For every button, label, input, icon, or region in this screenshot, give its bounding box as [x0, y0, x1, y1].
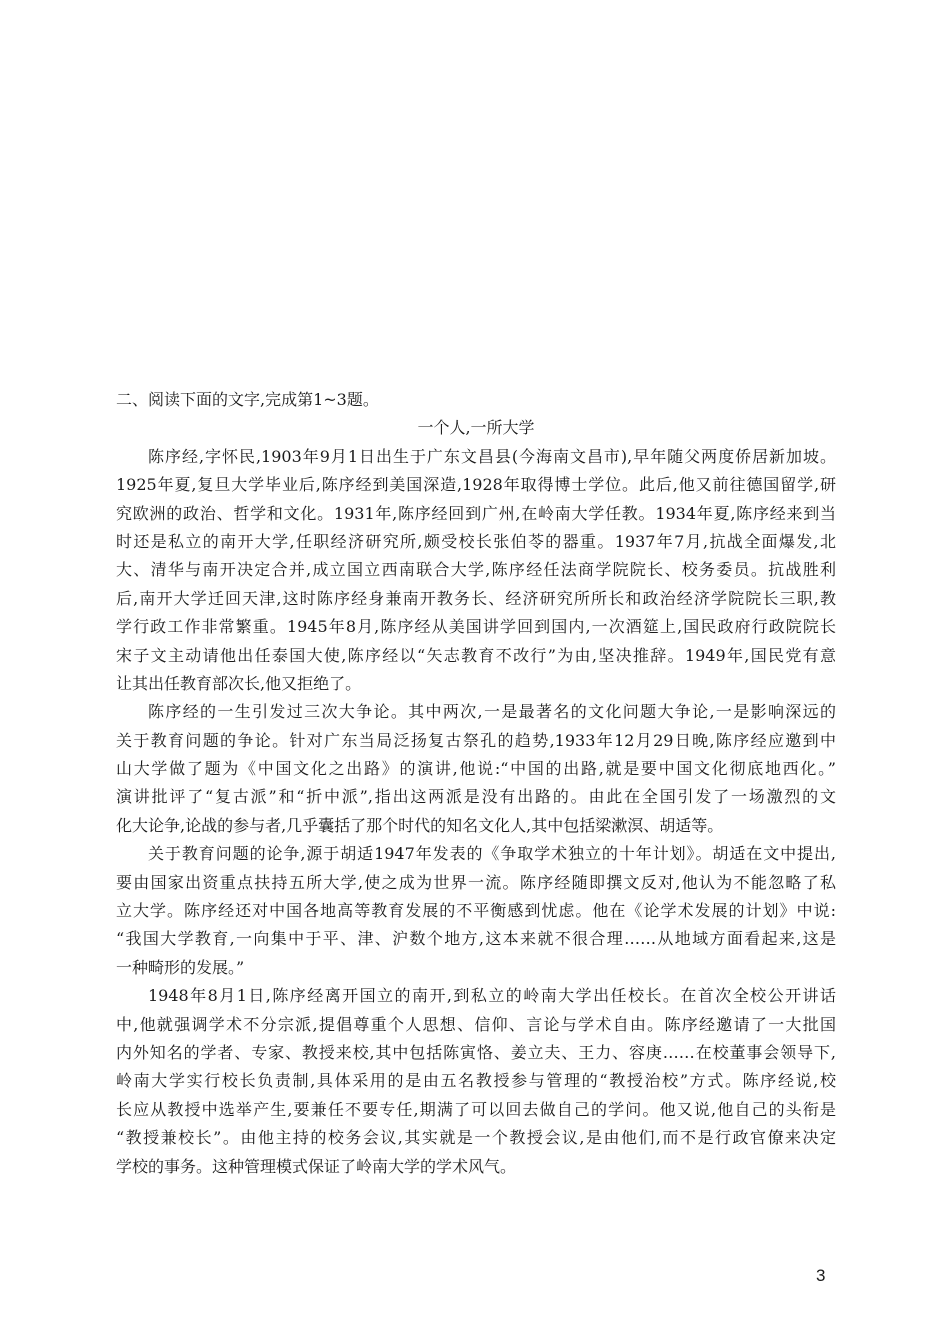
paragraph-2 [116, 698, 836, 840]
text-line: 究欧洲的政治、哲学和文化。1931年,陈序经回到广州,在岭南大学任教。1934年夏,陈序经来到当 [116, 503, 836, 523]
text-line: 要由国家出资重点扶持五所大学,使之成为世界一流。陈序经随即撰文反对,他认为不能忽略了私 [116, 872, 836, 892]
text-line: 长应从教授中选举产生,要兼任不要专任,期满了可以回去做自己的学问。他又说,他自己的头衔是 [116, 1099, 836, 1119]
text-line: 中,他就强调学术不分宗派,提倡尊重个人思想、信仰、言论与学术自由。陈序经邀请了一大批国 [116, 1014, 836, 1034]
text-line: 关于教育问题的争论。针对广东当局泛扬复古祭孔的趋势,1933年12月29日晚,陈序经应邀到中 [116, 730, 836, 750]
text-line: 立大学。陈序经还对中国各地高等教育发展的不平衡感到忧虑。他在《论学术发展的计划》中说: [116, 901, 836, 921]
article-title: 一个人,一所大学 [417, 418, 535, 438]
question-heading: 二、阅读下面的文字,完成第1~3题。 [116, 390, 379, 409]
text-line: 关于教育问题的论争,源于胡适1947年发表的《争取学术独立的十年计划》。胡适在文中提出, [148, 844, 836, 864]
document-body [116, 386, 836, 1181]
paragraph-1 [116, 443, 836, 699]
paragraph-3 [116, 840, 836, 982]
text-line: 山大学做了题为《中国文化之出路》的演讲,他说:“中国的出路,就是要中国文化彻底地西化。” [116, 759, 836, 779]
text-line: 后,南开大学迁回天津,这时陈序经身兼南开教务长、经济研究所所长和政治经济学院院长三职,教 [116, 588, 836, 608]
text-line: 岭南大学实行校长负责制,具体采用的是由五名教授参与管理的“教授治校”方式。陈序经说,校 [116, 1071, 836, 1091]
text-line: 陈序经,字怀民,1903年9月1日出生于广东文昌县(今海南文昌市),早年随父两度侨居新加坡。 [148, 446, 836, 466]
text-line: 陈序经的一生引发过三次大争论。其中两次,一是最著名的文化问题大争论,一是影响深远的 [148, 702, 836, 722]
text-line: 内外知名的学者、专家、教授来校,其中包括陈寅恪、姜立夫、王力、容庚……在校董事会领导下, [116, 1042, 836, 1062]
text-line: “教授兼校长”。由他主持的校务会议,其实就是一个教授会议,是由他们,而不是行政官僚来决定 [116, 1128, 836, 1148]
text-line: 学行政工作非常繁重。1945年8月,陈序经从美国讲学回到国内,一次酒筵上,国民政府行政院院长 [116, 617, 836, 637]
text-line: 宋子文主动请他出任泰国大使,陈序经以“矢志教育不改行”为由,坚决推辞。1949年,国民党有意 [116, 645, 836, 665]
page-number: 3 [816, 1266, 826, 1285]
text-line: 让其出任教育部次长,他又拒绝了。 [116, 673, 362, 693]
text-line: 学校的事务。这种管理模式保证了岭南大学的学术风气。 [116, 1156, 517, 1176]
text-line: 演讲批评了“复古派”和“折中派”,指出这两派是没有出路的。由此在全国引发了一场激烈的文 [116, 787, 836, 807]
text-line: 化大论争,论战的参与者,几乎囊括了那个时代的知名文化人,其中包括梁漱溟、胡适等。 [116, 815, 724, 835]
paragraph-4 [116, 982, 836, 1181]
text-line: 时还是私立的南开大学,任职经济研究所,颇受校长张伯苓的器重。1937年7月,抗战全面爆发,北 [116, 531, 836, 551]
text-line: 1948年8月1日,陈序经离开国立的南开,到私立的岭南大学出任校长。在首次全校公开讲话 [148, 986, 836, 1006]
text-line: 1925年夏,复旦大学毕业后,陈序经到美国深造,1928年取得博士学位。此后,他又前往德国留学,研 [116, 475, 836, 495]
text-line: 一种畸形的发展。” [116, 957, 245, 977]
text-line: “我国大学教育,一向集中于平、津、沪数个地方,这本来就不很合理……从地域方面看起来,这是 [116, 929, 836, 949]
text-line: 大、清华与南开决定合并,成立国立西南联合大学,陈序经任法商学院院长、校务委员。抗战胜利 [116, 560, 836, 580]
